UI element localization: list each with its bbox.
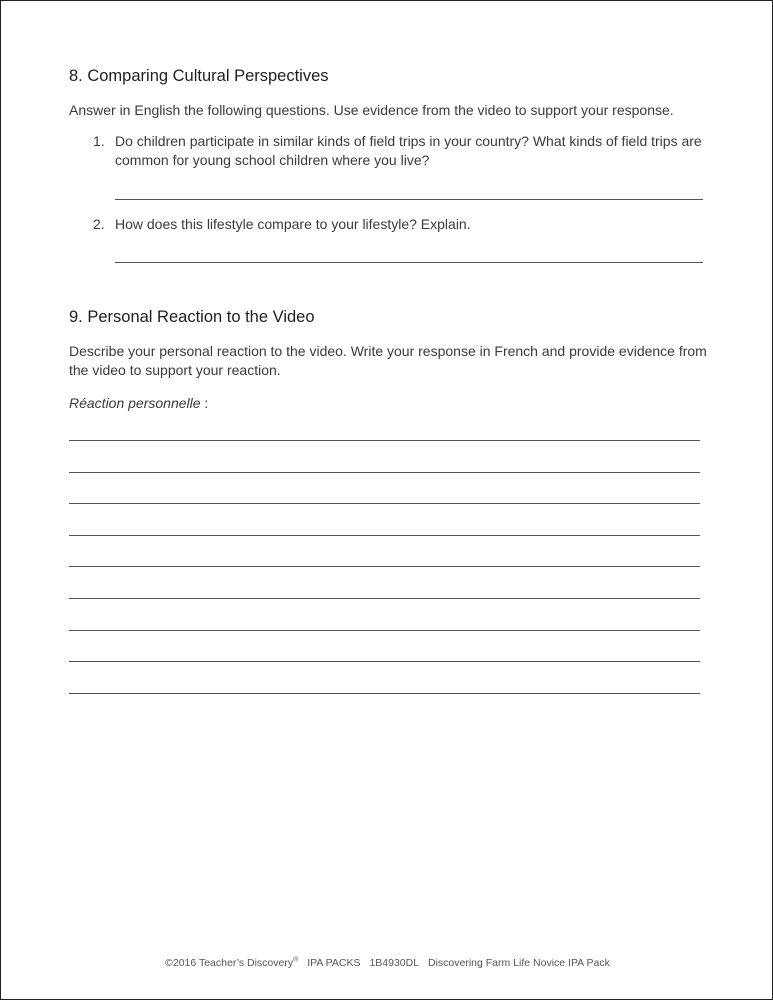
reaction-prompt (69, 394, 208, 413)
writing-line[interactable] (69, 693, 700, 694)
writing-line[interactable] (69, 535, 700, 536)
page-footer (1, 956, 773, 969)
footer-title: Discovering Farm Life Novice IPA Pack (427, 956, 610, 969)
section-9-heading: 9. Personal Reaction to the Video (69, 308, 315, 326)
writing-line[interactable] (69, 503, 700, 504)
footer-code: 1B4930DL (369, 956, 420, 969)
question-2-text: How does this lifestyle compare to your lifestyle? Explain. (115, 216, 471, 232)
question-2-number: 2. (93, 216, 105, 232)
writing-line[interactable] (69, 598, 700, 599)
question-2-answer-line[interactable] (115, 262, 703, 263)
writing-line[interactable] (69, 630, 700, 631)
footer-copyright: ©2016 Teacher’s Discovery® (165, 956, 299, 969)
footer-series: IPA PACKS (307, 956, 361, 969)
section-8-instructions: Answer in English the following questions. Use evidence from the video to support your response. (69, 102, 674, 118)
writing-line[interactable] (69, 472, 700, 473)
writing-line[interactable] (69, 661, 700, 662)
writing-line[interactable] (69, 440, 700, 441)
section-9-instructions: Describe your personal reaction to the video. Write your response in French and provide evidence from the video to support your reaction. (69, 343, 707, 378)
question-1-answer-line[interactable] (115, 199, 703, 200)
writing-line[interactable] (69, 566, 700, 567)
reaction-prompt-label: Réaction personnelle (69, 395, 201, 411)
section-8-heading: 8. Comparing Cultural Perspectives (69, 67, 329, 85)
reaction-prompt-colon: : (200, 395, 209, 411)
question-1-text: Do children participate in similar kinds of field trips in your country? What kinds of field trips are common for young school children where you live? (115, 133, 702, 168)
question-1-number: 1. (93, 133, 105, 149)
